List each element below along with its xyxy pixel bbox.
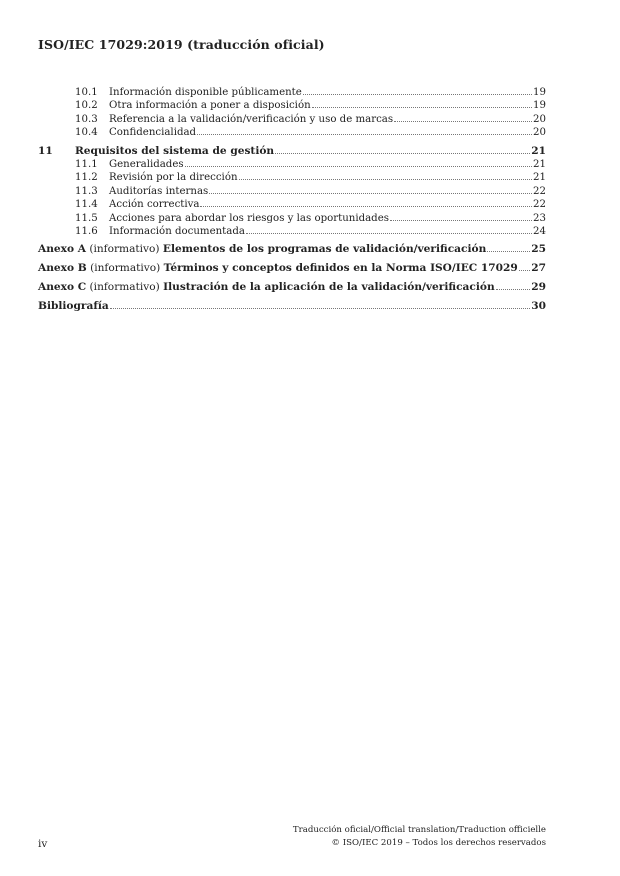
toc-entry-11-6[interactable] [38, 225, 546, 238]
toc-entry-title: Auditorías internas [109, 185, 209, 197]
footer-copyright: © ISO/IEC 2019 – Todos los derechos reservados [331, 838, 546, 848]
toc-entry-10-3[interactable] [38, 113, 546, 126]
toc-leader-dots [110, 307, 530, 309]
toc-leader-dots [200, 205, 532, 207]
toc-entry-number: 10.2 [75, 100, 98, 112]
toc-entry-page: 25 [531, 243, 546, 256]
toc-leader-dots [197, 133, 532, 135]
toc-entry-page: 29 [531, 281, 546, 294]
toc-entry-number: 11.3 [75, 185, 98, 197]
toc-entry-number: 11.4 [75, 199, 98, 211]
toc-entry-bibliography[interactable] [38, 300, 546, 313]
toc-entry-number: 10.1 [75, 87, 98, 98]
toc-entry-title: Información documentada [109, 225, 245, 237]
toc-entry-annex-a[interactable] [38, 243, 546, 257]
toc-entry-page: 20 [533, 127, 546, 139]
toc-leader-dots [303, 93, 532, 95]
annex-type: (informativo) [90, 262, 161, 275]
annex-label: Anexo C [38, 281, 87, 294]
annex-label: Anexo B [38, 262, 87, 275]
annex-title: Términos y conceptos definidos en la Norma ISO/IEC 17029 [163, 262, 518, 275]
toc-leader-dots [390, 219, 532, 221]
toc-entry-page: 27 [531, 262, 546, 275]
toc-leader-dots [496, 288, 531, 290]
toc-entry-page: 20 [533, 113, 546, 125]
toc-entry-11-4[interactable] [38, 198, 546, 211]
footer-page-number: iv [38, 838, 48, 850]
toc-leader-dots [487, 250, 530, 252]
toc-entry-10-4[interactable] [38, 126, 546, 139]
toc-leader-dots [185, 165, 532, 167]
toc-entry-11-1[interactable] [38, 158, 546, 171]
toc-entry-title: Revisión por la dirección [109, 172, 238, 184]
footer-copyright-block [293, 824, 546, 850]
toc-entry-number: 10.3 [75, 113, 98, 125]
toc-entry-11[interactable] [38, 145, 546, 158]
toc-entry-10-2[interactable] [38, 99, 546, 112]
toc-entry-title: Acción correctiva [109, 199, 200, 211]
toc-entry-page: 19 [533, 87, 546, 98]
toc-entry-number: 11.6 [75, 225, 98, 237]
toc-entry-page: 24 [533, 225, 546, 237]
toc-entry-number: 11.2 [75, 172, 98, 184]
toc-entry-title: Otra información a poner a disposición [109, 100, 311, 112]
toc-entry-page: 21 [531, 144, 546, 157]
toc-entry-annex-b[interactable] [38, 262, 546, 276]
toc-entry-page: 21 [533, 158, 546, 170]
toc-entry-title: Confidencialidad [109, 127, 197, 139]
toc-entry-title: Referencia a la validación/verificación y uso de marcas [109, 113, 394, 125]
toc-entry-number: 11.1 [75, 158, 98, 170]
toc-entry-page: 21 [533, 172, 546, 184]
toc-entry-page: 19 [533, 100, 546, 112]
toc-entry-title: Acciones para abordar los riesgos y las oportunidades [109, 212, 389, 224]
annex-label: Anexo A [38, 243, 86, 256]
table-of-contents [38, 86, 546, 314]
toc-entry-11-5[interactable] [38, 212, 546, 225]
toc-entry-number: 11 [38, 144, 53, 157]
toc-leader-dots [246, 232, 532, 234]
toc-leader-dots [312, 106, 532, 108]
toc-entry-number: 11.5 [75, 212, 98, 224]
toc-entry-11-3[interactable] [38, 185, 546, 198]
toc-leader-dots [394, 120, 532, 122]
annex-type: (informativo) [89, 281, 160, 294]
toc-entry-annex-c[interactable] [38, 281, 546, 295]
toc-leader-dots [275, 152, 530, 154]
toc-entry-page: 23 [533, 212, 546, 224]
toc-entry-page: 22 [533, 185, 546, 197]
toc-entry-title: Generalidades [109, 158, 184, 170]
toc-entry-11-2[interactable] [38, 171, 546, 184]
document-header-title: ISO/IEC 17029:2019 (traducción oficial) [38, 37, 325, 52]
toc-entry-title: Bibliografía [38, 300, 109, 313]
toc-entry-title: Requisitos del sistema de gestión [75, 144, 275, 157]
annex-title: Ilustración de la aplicación de la validación/verificación [163, 281, 495, 294]
toc-entry-title: Información disponible públicamente [109, 87, 302, 98]
toc-entry-10-1[interactable] [38, 86, 546, 99]
toc-leader-dots [239, 178, 533, 180]
toc-entry-page: 30 [531, 300, 546, 313]
toc-leader-dots [209, 192, 532, 194]
annex-type: (informativo) [89, 243, 160, 256]
toc-entry-page: 22 [533, 199, 546, 211]
footer-translation-note: Traducción oficial/Official translation/Traduction officielle [292, 825, 546, 835]
annex-title: Elementos de los programas de validación/verificación [162, 243, 487, 256]
toc-leader-dots [519, 269, 530, 271]
toc-entry-number: 10.4 [75, 127, 98, 139]
